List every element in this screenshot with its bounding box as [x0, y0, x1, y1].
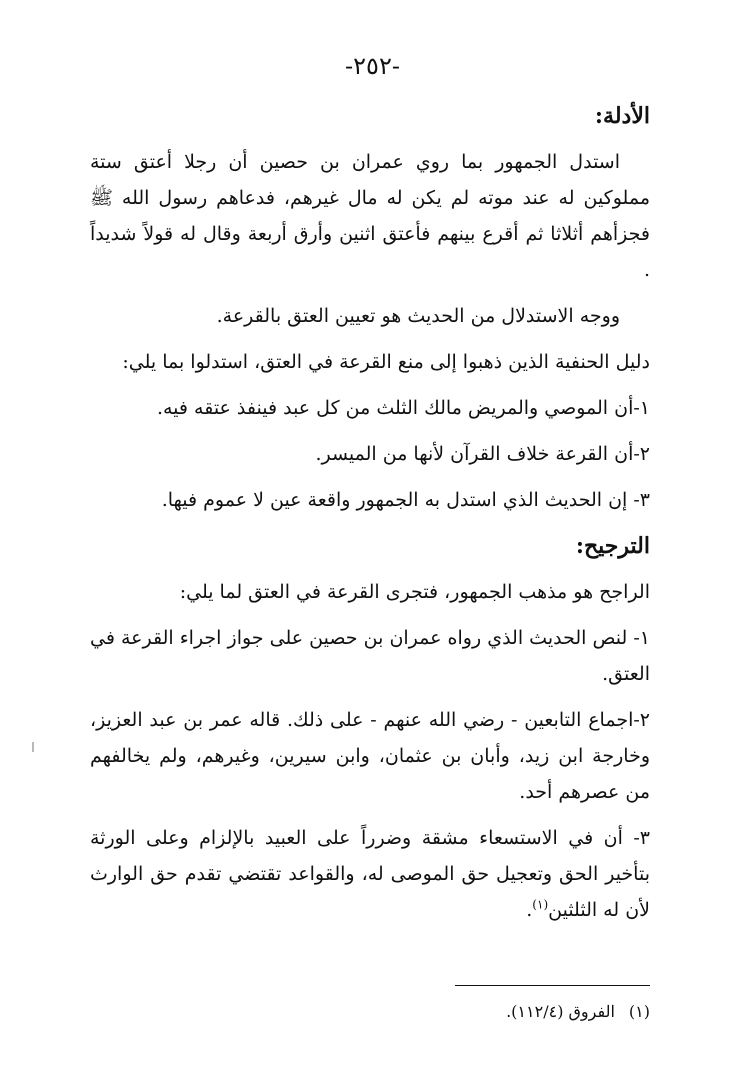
- scan-speck: [32, 742, 34, 752]
- heading-evidence: الأدلة:: [594, 103, 650, 129]
- paragraph-majority-evidence: استدل الجمهور بما روي عمران بن حصين أن رجلا أعتق ستة مملوكين له عند موته لم يكن له مال غيرهم، فدعاهم رسول الله ﷺ فجزأهم أثلاثا ثم أقرع بينهم فأعتق اثنين وأرق أربعة وقال له قولاً شديداً .: [90, 151, 650, 281]
- list-item-hanafi-1: ١-أن الموصي والمريض مالك الثلث من كل عبد فينفذ عتقه فيه.: [156, 397, 650, 419]
- paragraph-inference: ووجه الاستدلال من الحديث هو تعيين العتق بالقرعة.: [216, 305, 620, 327]
- list-item-preference-3-end: .: [526, 899, 533, 921]
- page-number: -٢٥٢-: [345, 52, 400, 80]
- footnote-divider: [455, 985, 650, 986]
- list-item-hanafi-3: ٣- إن الحديث الذي استدل به الجمهور واقعة عين لا عموم فيها.: [161, 489, 650, 511]
- footnote: [90, 1000, 650, 1024]
- list-item-preference-3: [90, 820, 650, 928]
- main-content: [90, 98, 650, 938]
- list-item-preference-3-text: ٣- أن في الاستسعاء مشقة وضرراً على العبيد بالإلزام وعلى الورثة بتأخير الحق وتعجيل حق الموصى له، والقواعد تقتضي تقدم حق الوارث لأن له الثلثين: [90, 827, 651, 921]
- list-item-preference-2: ٢-اجماع التابعين - رضي الله عنهم - على ذلك. قاله عمر بن عبد العزيز، وخارجة ابن زيد، وأبان بن عثمان، وابن سيرين، وغيرهم، ولم يخالفهم من عصرهم أحد.: [90, 709, 650, 803]
- list-item-preference-1: ١- لنص الحديث الذي رواه عمران بن حصين على جواز اجراء القرعة في العتق.: [90, 627, 650, 685]
- footnote-reference[interactable]: (١): [532, 897, 549, 912]
- list-item-hanafi-2: ٢-أن القرعة خلاف القرآن لأنها من الميسر.: [315, 443, 650, 465]
- paragraph-preferred-view: الراجح هو مذهب الجمهور، فتجرى القرعة في العتق لما يلي:: [179, 581, 650, 603]
- paragraph-hanafi-evidence: دليل الحنفية الذين ذهبوا إلى منع القرعة في العتق، استدلوا بما يلي:: [122, 351, 650, 373]
- heading-preference: الترجيح:: [575, 533, 650, 559]
- footnote-number: (١): [628, 1002, 650, 1021]
- footnote-text: الفروق (١١٢/٤).: [506, 1002, 615, 1021]
